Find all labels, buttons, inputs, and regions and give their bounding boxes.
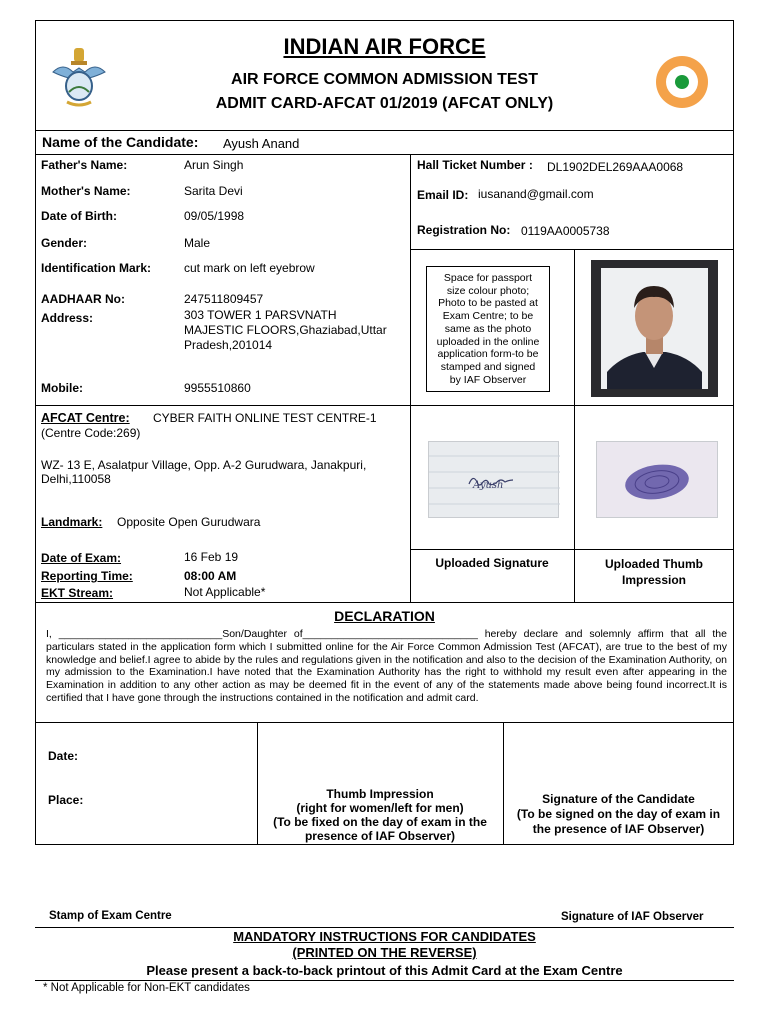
photo-note-line: uploaded in the online	[436, 335, 540, 348]
candidate-signature-line: the presence of IAF Observer)	[532, 822, 705, 836]
afcat-centre-label: AFCAT Centre:	[41, 411, 130, 425]
photo-note-line: same as the photo	[444, 322, 532, 335]
identification-mark-label: Identification Mark:	[41, 261, 152, 275]
thumb-impression-box	[257, 787, 503, 843]
address-line-1: 303 TOWER 1 PARSVNATH	[184, 308, 337, 322]
ekt-stream-value: Not Applicable*	[184, 585, 266, 599]
place-label: Place:	[48, 793, 84, 807]
candidate-photo	[591, 260, 718, 397]
candidate-name: Ayush Anand	[223, 136, 300, 151]
mandatory-instructions-title: MANDATORY INSTRUCTIONS FOR CANDIDATES	[233, 929, 536, 944]
page-title: INDIAN AIR FORCE	[283, 34, 486, 59]
divider	[574, 249, 575, 405]
divider	[35, 154, 734, 155]
roundel-icon	[656, 56, 708, 108]
gender-label: Gender:	[41, 236, 88, 250]
dob-label: Date of Birth:	[41, 209, 117, 223]
father-name-label: Father's Name:	[41, 158, 128, 172]
photo-note-line: Exam Centre; to be	[442, 310, 534, 323]
uploaded-thumb-label	[574, 556, 734, 588]
hall-ticket-number: DL1902DEL269AAA0068	[547, 160, 684, 174]
afcat-centre-name: CYBER FAITH ONLINE TEST CENTRE-1	[153, 411, 377, 425]
signature-scribble: Ayush	[473, 480, 504, 491]
declaration-title: DECLARATION	[334, 608, 435, 624]
candidate-name-label: Name of the Candidate:	[42, 134, 199, 150]
divider	[410, 549, 734, 550]
candidate-signature-line: (To be signed on the day of exam in	[516, 807, 721, 821]
photo-note-line: Space for passport	[443, 272, 533, 284]
divider	[35, 980, 734, 981]
mobile-label: Mobile:	[41, 381, 83, 395]
identification-mark-value: cut mark on left eyebrow	[184, 261, 315, 275]
reporting-time-label: Reporting Time:	[41, 569, 133, 583]
divider	[35, 927, 734, 928]
address-label: Address:	[41, 311, 94, 325]
exam-date-value: 16 Feb 19	[184, 550, 239, 564]
divider	[410, 154, 411, 602]
divider	[410, 249, 734, 250]
email-label: Email ID:	[417, 188, 469, 202]
photo-note-line: size colour photo;	[446, 284, 530, 297]
landmark-value: Opposite Open Gurudwara	[117, 515, 261, 529]
reporting-time-value: 08:00 AM	[184, 569, 237, 583]
dob-value: 09/05/1998	[184, 209, 245, 223]
address-line-2: MAJESTIC FLOORS,Ghaziabad,Uttar	[184, 323, 387, 337]
mother-name-label: Mother's Name:	[41, 184, 131, 198]
exam-date-label: Date of Exam:	[41, 551, 122, 565]
stamp-of-exam-centre: Stamp of Exam Centre	[49, 910, 172, 922]
mobile-value: 9955510860	[184, 381, 251, 395]
thumb-impression-line: (To be fixed on the day of exam in the	[273, 815, 487, 829]
admit-card-title: ADMIT CARD-AFCAT 01/2019 (AFCAT ONLY)	[215, 95, 554, 112]
mother-name: Sarita Devi	[184, 184, 243, 198]
registration-number: 0119AA0005738	[521, 224, 610, 238]
printout-instruction: Please present a back-to-back printout of this Admit Card at the Exam Centre	[146, 963, 623, 978]
landmark-label: Landmark:	[41, 515, 103, 529]
photo-note-line: application form-to be	[437, 348, 539, 361]
thumb-impression-line: Thumb Impression	[326, 787, 434, 801]
thumb-impression-line: (right for women/left for men)	[296, 801, 464, 815]
aadhaar-value: 247511809457	[184, 292, 264, 306]
date-label: Date:	[48, 749, 79, 763]
photo-note-line: by IAF Observer	[449, 373, 527, 386]
centre-address-line-1: WZ- 13 E, Asalatpur Village, Opp. A-2 Gurudwara, Janakpuri,	[41, 458, 367, 472]
registration-label: Registration No:	[417, 223, 511, 237]
hall-ticket-label: Hall Ticket Number :	[417, 158, 533, 172]
aadhaar-label: AADHAAR No:	[41, 292, 125, 306]
divider	[35, 130, 734, 131]
photo-note-line: Photo to be pasted at	[438, 297, 538, 310]
centre-address-line-2: Delhi,110058	[41, 472, 111, 486]
centre-code: (Centre Code:269)	[41, 426, 141, 440]
ekt-stream-label: EKT Stream:	[41, 586, 114, 600]
father-name: Arun Singh	[184, 158, 244, 172]
uploaded-thumb-label-line: Impression	[621, 573, 687, 587]
printed-on-reverse: (PRINTED ON THE REVERSE)	[292, 945, 477, 960]
gender-value: Male	[184, 236, 211, 250]
divider	[35, 602, 734, 603]
email-value: iusanand@gmail.com	[478, 187, 594, 201]
divider	[35, 722, 734, 723]
uploaded-thumb-image	[596, 441, 718, 518]
thumb-impression-line: presence of IAF Observer)	[304, 829, 456, 843]
divider	[35, 405, 734, 406]
signature-of-iaf-observer: Signature of IAF Observer	[561, 911, 704, 923]
candidate-signature-line: Signature of the Candidate	[542, 792, 695, 806]
declaration-text: I, ____________________________Son/Daughter of______________________________ hereby declare and solemnly affirm that all the particulars stated in the application form which I submitted online for the Air Force Common Admission Test (AFCAT), are true to the best of my knowledge and belief.I agree to abide by the rules and regulations given in the notification and also to the decision of the Examination Authority, on my admission to the Examination.I have noted that the Examination Authority has the right to withhold my result even after appearing in the Examination in addition to any other action as may be deemed fit in the event of any of the statements made above being found incorrect.It is certified that I have gone through the instructions contained in the notification and admit card.	[46, 628, 727, 704]
uploaded-signature-label: Uploaded Signature	[435, 556, 549, 570]
uploaded-thumb-label-line: Uploaded Thumb	[605, 557, 703, 571]
candidate-signature-box	[503, 792, 734, 837]
exam-title: AIR FORCE COMMON ADMISSION TEST	[231, 71, 538, 88]
uploaded-signature-image	[428, 441, 559, 518]
address-line-3: Pradesh,201014	[184, 338, 273, 352]
ekt-footnote: * Not Applicable for Non-EKT candidates	[43, 982, 250, 994]
photo-note-line: stamped and signed	[440, 360, 536, 373]
photo-placeholder-note	[426, 272, 550, 386]
